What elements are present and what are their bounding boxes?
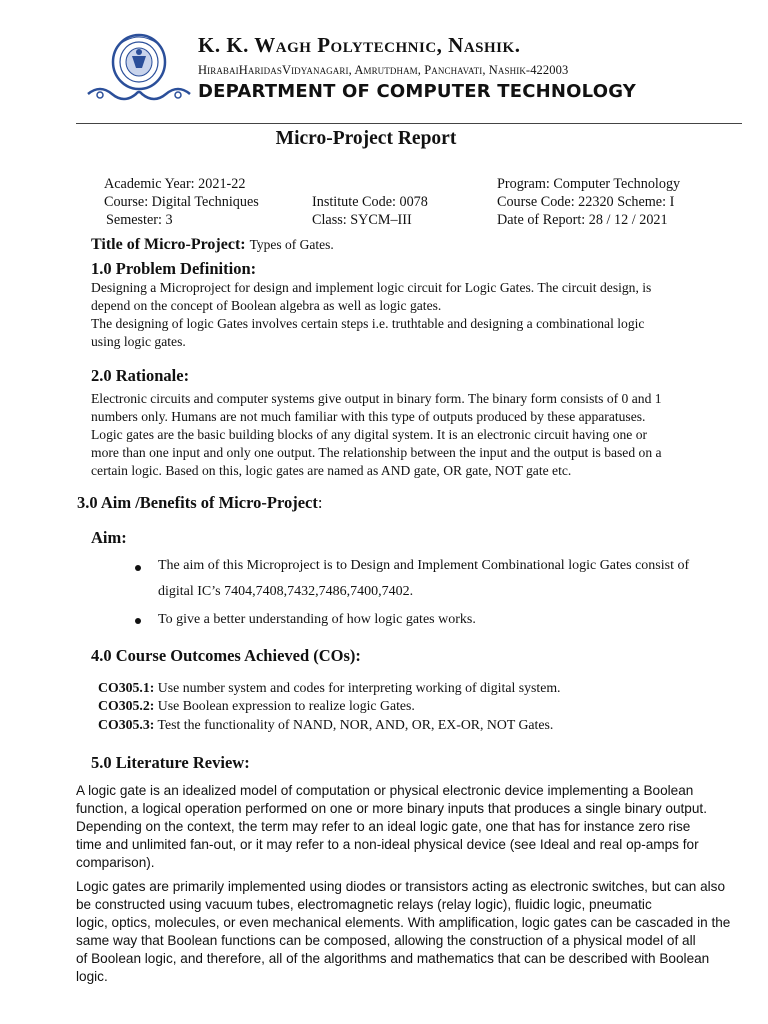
co-code: CO305.1: (98, 680, 155, 695)
section-3-heading-text: 3.0 Aim /Benefits of Micro-Project (77, 493, 318, 512)
course: Course: Digital Techniques (104, 194, 259, 210)
text-line: more than one input and only one output. The relationship between the input and the output is based on a (91, 445, 662, 460)
text-line: of Boolean logic, and therefore, all of the algorithms and mathematics that can be described with Boolean (76, 951, 710, 966)
co-item (98, 717, 553, 733)
co-text: Use Boolean expression to realize logic Gates. (154, 698, 415, 713)
text-line: function, a logical operation performed on one or more binary inputs that produces a single binary output. (76, 801, 707, 816)
project-title (91, 236, 334, 254)
co-item (98, 698, 415, 714)
co-text: Use number system and codes for interpreting working of digital system. (154, 680, 561, 695)
text-line: using logic gates. (91, 334, 186, 349)
institute-address: HirabaiHaridasVidyanagari, Amrutdham, Panchavati, Nashik-422003 (198, 63, 569, 77)
bullet-dot (135, 565, 141, 571)
text-line: Electronic circuits and computer systems give output in binary form. The binary form consists of 0 and 1 (91, 391, 662, 406)
text-line: logic. (76, 969, 108, 984)
literature-paragraph-2 (76, 878, 730, 986)
text-line: numbers only. Humans are not much familiar with this type of outputs produced by these apparatuses. (91, 409, 646, 424)
section-1-heading: 1.0 Problem Definition: (91, 259, 257, 278)
semester: Semester: 3 (106, 212, 173, 228)
text-line: A logic gate is an idealized model of computation or physical electronic device implementing a Boolean (76, 783, 694, 798)
text-line: same way that Boolean functions can be composed, allowing the construction of a physical model of all (76, 933, 696, 948)
section-5-heading: 5.0 Literature Review: (91, 753, 250, 772)
bullet-dot (135, 618, 141, 624)
text-line: depend on the concept of Boolean algebra as well as logic gates. (91, 298, 442, 313)
text-line: The designing of logic Gates involves certain steps i.e. truthtable and designing a combinational logic (91, 316, 645, 331)
text-line: Logic gates are primarily implemented using diodes or transistors acting as electronic switches, but can also (76, 879, 726, 894)
text-line: Designing a Microproject for design and implement logic circuit for Logic Gates. The circuit design, is (91, 280, 652, 295)
section-1-body (91, 279, 651, 351)
project-title-label: Title of Micro-Project: (91, 236, 246, 253)
department-name: DEPARTMENT OF COMPUTER TECHNOLOGY (198, 81, 637, 102)
project-title-value: Types of Gates. (249, 237, 334, 252)
co-code: CO305.3: (98, 717, 155, 732)
course-code: Course Code: 22320 Scheme: I (497, 194, 675, 210)
literature-paragraph-1 (76, 782, 707, 872)
aim-label: Aim: (91, 528, 127, 547)
institute-code: Institute Code: 0078 (312, 194, 428, 210)
aim-bullet-2: To give a better understanding of how logic gates works. (158, 612, 476, 627)
text-line: Depending on the context, the term may refer to an ideal logic gate, one that has for instance zero rise (76, 819, 691, 834)
header-divider (76, 123, 742, 124)
institute-name: K. K. Wagh Polytechnic, Nashik. (198, 33, 521, 57)
program: Program: Computer Technology (497, 176, 681, 192)
co-item (98, 680, 561, 696)
section-2-body (91, 390, 662, 480)
text-line: time and unlimited fan-out, or it may refer to a non-ideal physical device (see Ideal and real op-amps for (76, 837, 699, 852)
text-line: logic, optics, molecules, or even mechanical elements. With amplification, logic gates can be cascaded in the (76, 915, 731, 930)
co-text: Test the functionality of NAND, NOR, AND, OR, EX-OR, NOT Gates. (154, 717, 554, 732)
text-line: certain logic. Based on this, logic gates are named as AND gate, OR gate, NOT gate etc. (91, 463, 572, 478)
text-line: Logic gates are the basic building blocks of any digital system. It is an electronic circuit having one or (91, 427, 648, 442)
text-line: comparison). (76, 855, 155, 870)
section-3-heading (77, 493, 322, 513)
class: Class: SYCM–III (312, 212, 412, 228)
section-2-heading: 2.0 Rationale: (91, 366, 190, 385)
aim-bullet-1-line-1: The aim of this Microproject is to Design and Implement Combinational logic Gates consist of (158, 558, 690, 573)
section-3-heading-colon: : (317, 493, 323, 512)
report-date: Date of Report: 28 / 12 / 2021 (497, 212, 668, 228)
aim-bullet-1-line-2: digital IC’s 7404,7408,7432,7486,7400,7402. (158, 584, 414, 599)
report-title: Micro-Project Report (275, 128, 457, 149)
academic-year: Academic Year: 2021-22 (104, 176, 246, 192)
institute-logo (86, 32, 192, 104)
section-4-heading: 4.0 Course Outcomes Achieved (COs): (91, 646, 361, 665)
text-line: be constructed using vacuum tubes, electromagnetic relays (relay logic), fluidic logic, pneumatic (76, 897, 652, 912)
co-code: CO305.2: (98, 698, 155, 713)
